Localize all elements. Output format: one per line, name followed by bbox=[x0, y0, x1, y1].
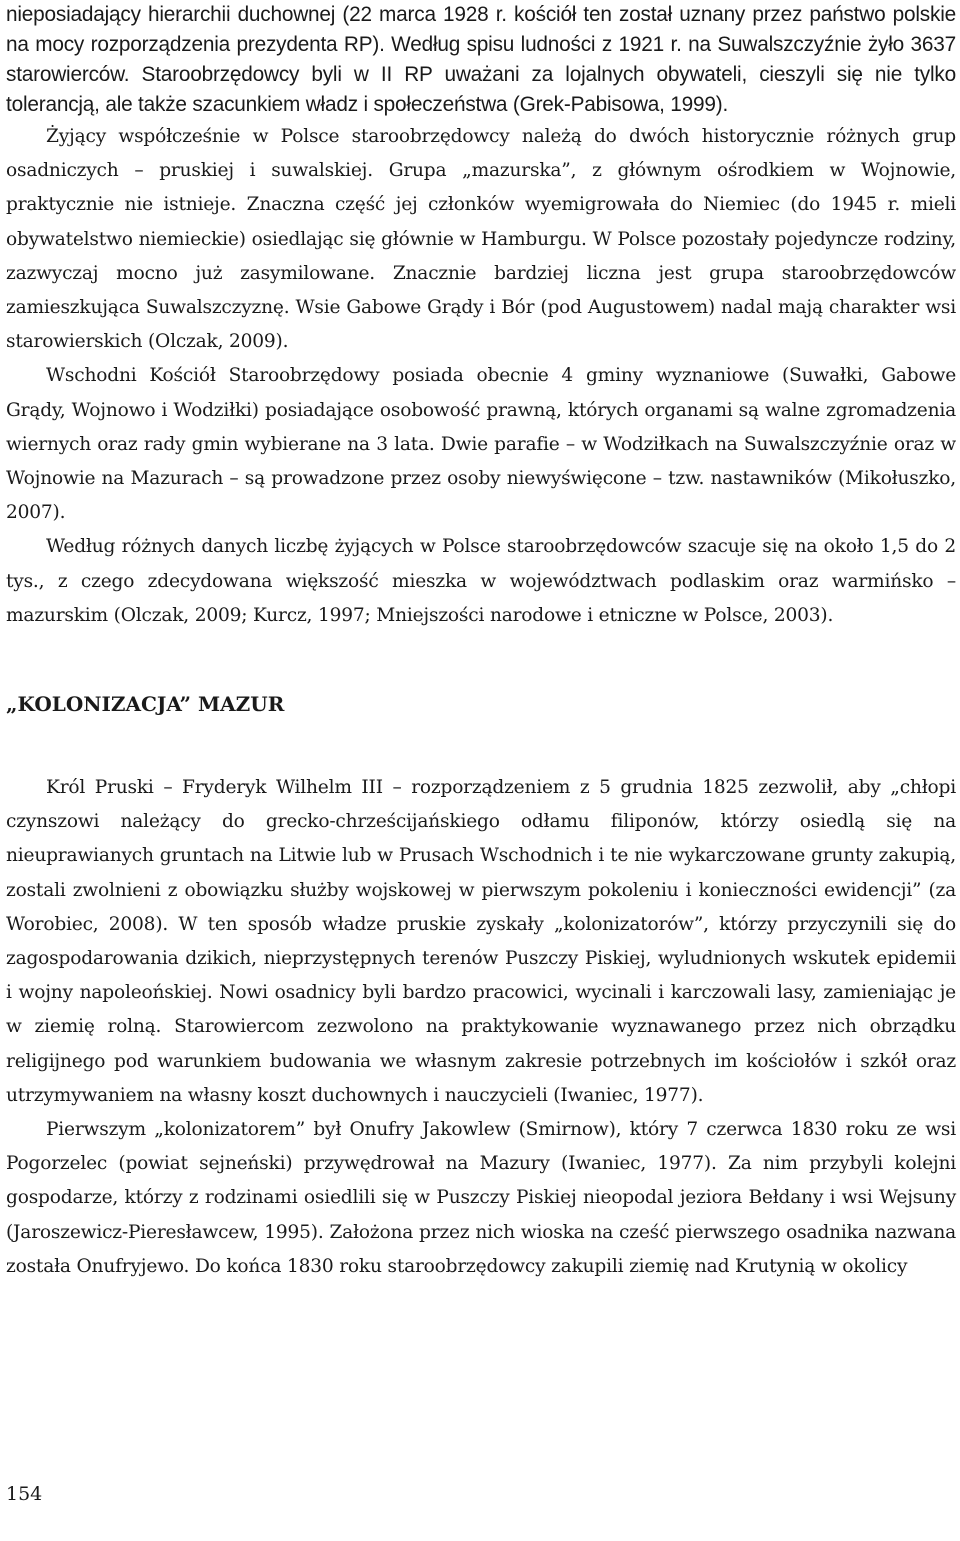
paragraph-wschodni-kosciol: Wschodni Kościół Staroobrzędowy posiada obecnie 4 gminy wyznaniowe (Suwałki, Gabowe Grądy, Wojnowo i Wodziłki) posiadające osobowość prawną, których organami są walne zgromadzenia wiernych oraz rady gmin wybierane na 3 lata. Dwie parafie – w Wodziłkach na Suwalszczyźnie oraz w Wojnowie na Mazurach – są prowadzone przez osoby niewyświęcone – tzw. nastawników (Mikołuszko, 2007). bbox=[6, 365, 956, 524]
paragraph-grupy-osadnicze: Żyjący współcześnie w Polsce staroobrzędowcy należą do dwóch historycznie różnych grup osadniczych – pruskiej i suwalskiej. Grupa „mazurska”, z głównym ośrodkiem w Wojnowie, praktycznie nie istnieje. Znaczna część jej członków wyemigrowała do Niemiec (do 1945 r. mieli obywatelstwo niemieckie) osiedlając się głównie w Hamburgu. W Polsce pozostały pojedyncze rodziny, zazwyczaj mocno już zasymilowane. Znacznie bardziej liczna jest grupa staroobrzędowców zamieszkująca Suwalszczyznę. Wsie Gabowe Grądy i Bór (pod Augustowem) nadal mają charakter wsi starowierskich (Olczak, 2009). bbox=[6, 126, 956, 353]
document-page bbox=[6, 0, 956, 1284]
paragraph-pierwszy-kolonizator: Pierwszym „kolonizatorem” był Onufry Jakowlew (Smirnow), który 7 czerwca 1830 roku ze wsi Pogorzelec (powiat sejneński) przywędrował na Mazury (Iwaniec, 1977). Za nim przybyli kolejni gospodarze, którzy z rodzinami osiedlili się w Puszczy Piskiej nieopodal jeziora Bełdany i wsi Wejsuny (Jaroszewicz-Pieresławcew, 1995). Założona przez nich wioska na cześć pierwszego osadnika nazwana została Onufryjewo. Do końca 1830 roku staroobrzędowcy zakupili ziemię nad Krutynią w okolicy bbox=[6, 1119, 956, 1277]
paragraph-liczebnosc: Według różnych danych liczbę żyjących w Polsce staroobrzędowców szacuje się na około 1,5 do 2 tys., z czego zdecydowana większość mieszka w województwach podlaskim oraz warmińsko – mazurskim (Olczak, 2009; Kurcz, 1997; Mniejszości narodowe i etniczne w Polsce, 2003). bbox=[6, 536, 956, 626]
page-number: 154 bbox=[6, 1483, 43, 1505]
section-heading: „KOLONIZACJA” MAZUR bbox=[6, 692, 285, 717]
paragraph-starowiercy-1921: nieposiadający hierarchii duchownej (22 marca 1928 r. kościół ten został uznany przez państwo polskie na mocy rozporządzenia prezydenta RP). Według spisu ludności z 1921 r. na Suwalszczyźnie żyło 3637 starowierców. Staroobrzędowcy byli w II RP uważani za lojalnych obywateli, cieszyli się nie tylko tolerancją, ale także szacunkiem władz i społeczeństwa (Grek-Pabisowa, 1999). bbox=[6, 3, 956, 116]
paragraph-krol-pruski: Król Pruski – Fryderyk Wilhelm III – rozporządzeniem z 5 grudnia 1825 zezwolił, aby „chłopi czynszowi należący do grecko-chrześcijańskiego odłamu filiponów, którzy osiedlą się na nieuprawianych gruntach na Litwie lub w Prusach Wschodnich i te nie wykarczowane grunty zakupią, zostali zwolnieni z obowiązku służby wojskowej w pierwszym pokoleniu i konieczności ewidencji” (za Worobiec, 2008). W ten sposób władze pruskie zyskały „kolonizatorów”, którzy przyczynili się do zagospodarowania dzikich, nieprzystępnych terenów Puszczy Piskiej, wyludnionych wskutek epidemii i wojny napoleońskiej. Nowi osadnicy byli bardzo pracowici, wycinali i karczowali lasy, zamieniając je w ziemię rolną. Starowiercom zezwolono na praktykowanie wyznawanego przez nich obrządku religijnego pod warunkiem budowania we własnym zakresie potrzebnych im kościołów i szkół oraz utrzymywaniem na własny koszt duchownych i nauczycieli (Iwaniec, 1977). bbox=[6, 777, 956, 1106]
